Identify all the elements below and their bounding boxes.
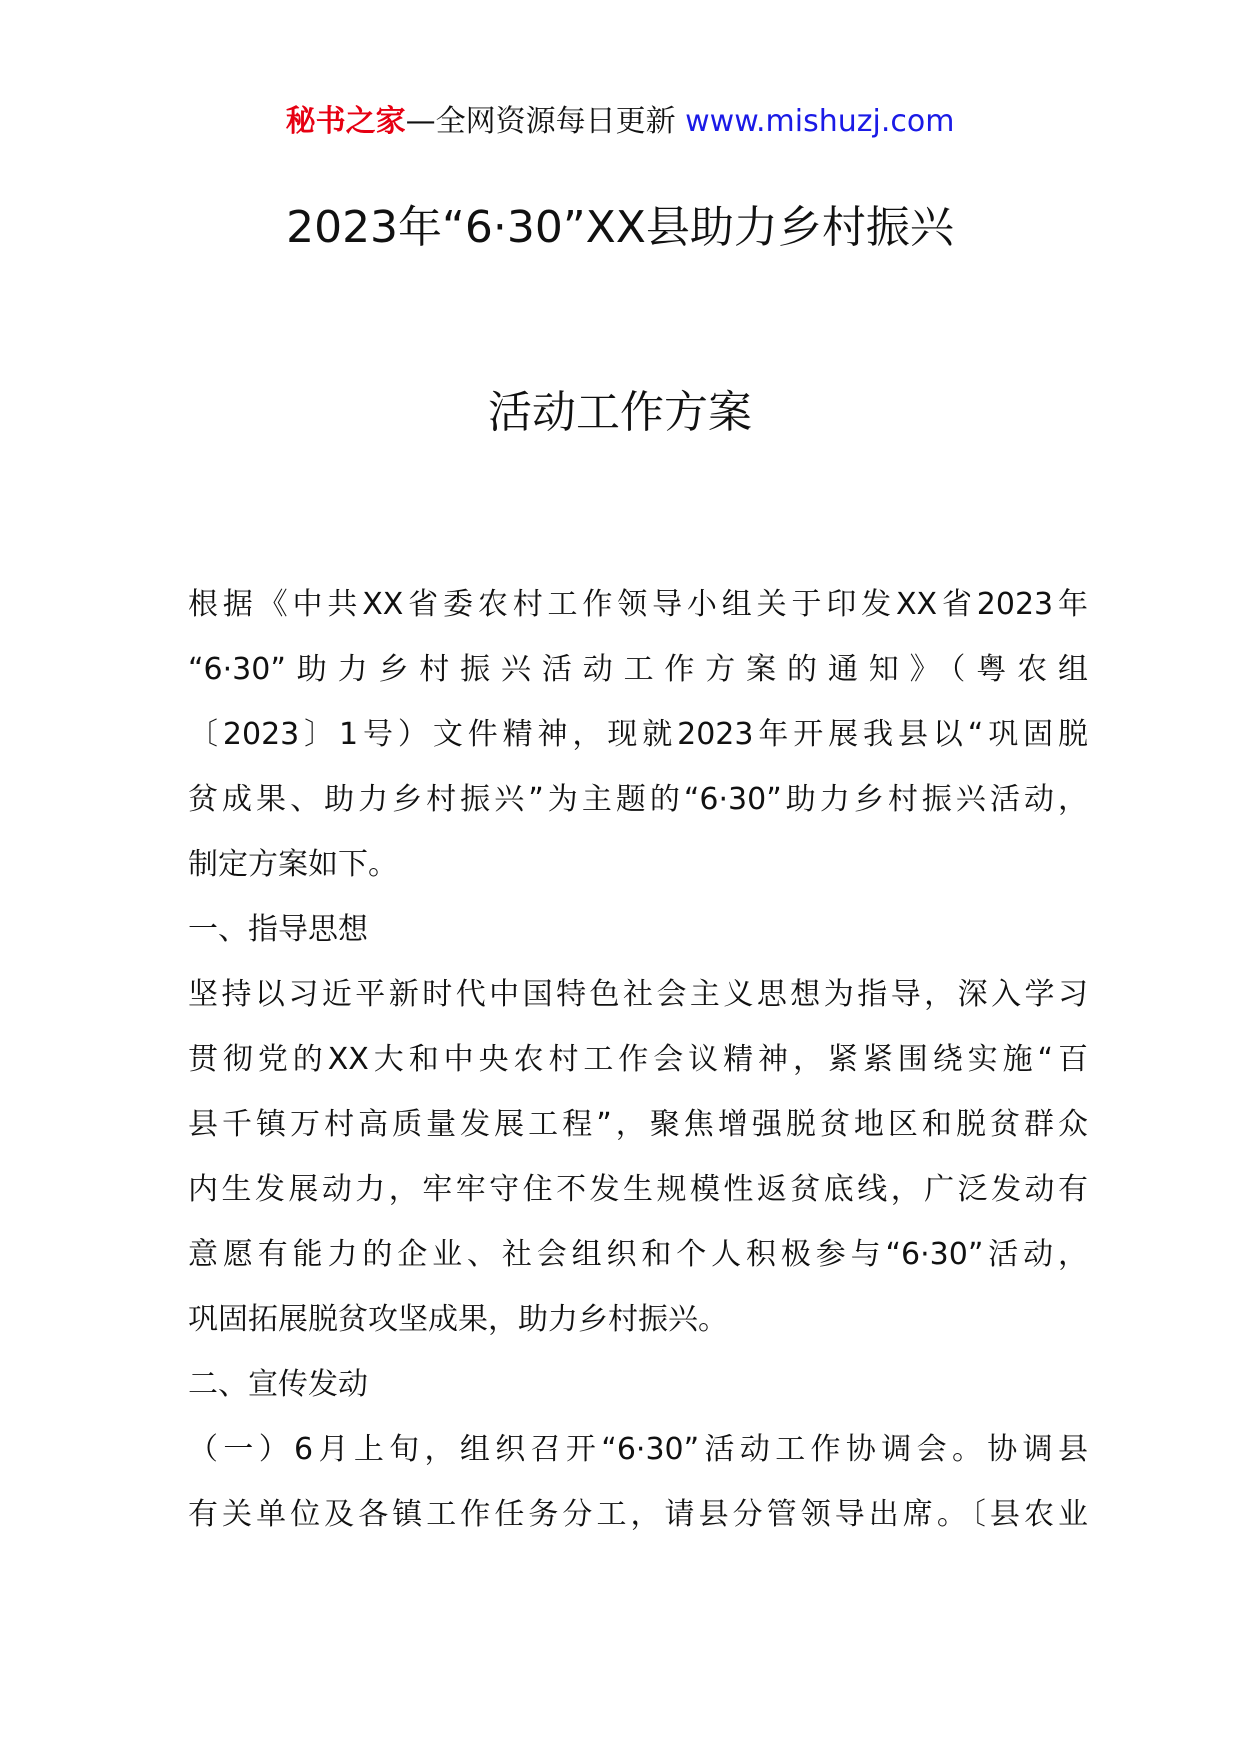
body-line-11: 意愿有能力的企业、社会组织和个人积极参与“6·30”活动， [188, 1237, 1088, 1272]
body-line-12: 巩固拓展脱贫攻坚成果，助力乡村振兴。 [188, 1302, 728, 1337]
section-heading-publicity: 二、宣传发动 [188, 1367, 368, 1402]
document-body [188, 572, 1088, 1547]
body-line-8: 贯彻党的XX大和中央农村工作会议精神，紧紧围绕实施“百 [188, 1042, 1088, 1077]
site-url-link[interactable]: www.mishuzj.com [685, 104, 955, 139]
body-line-10: 内生发展动力，牢牢守住不发生规模性返贫底线，广泛发动有 [188, 1172, 1088, 1207]
document-title-line-1: 2023年“6·30”XX县助力乡村振兴 [286, 202, 954, 253]
body-line-1: 根据《中共XX省委农村工作领导小组关于印发XX省2023年 [188, 587, 1088, 622]
body-line-4: 贫成果、助力乡村振兴”为主题的“6·30”助力乡村振兴活动， [188, 782, 1088, 817]
document-title-line-2: 活动工作方案 [488, 387, 752, 438]
body-line-9: 县千镇万村高质量发展工程”，聚焦增强脱贫地区和脱贫群众 [188, 1107, 1088, 1142]
body-line-15: 有关单位及各镇工作任务分工，请县分管领导出席。〔县农业 [188, 1497, 1088, 1532]
header-slogan: —全网资源每日更新 [405, 104, 676, 139]
section-heading-guiding-thought: 一、指导思想 [188, 912, 368, 947]
body-line-2: “6·30”助力乡村振兴活动工作方案的通知》（粤农组 [188, 652, 1088, 687]
brand-name: 秘书之家 [285, 104, 406, 139]
header-banner [0, 100, 1240, 144]
body-line-14: （一）6月上旬，组织召开“6·30”活动工作协调会。协调县 [188, 1432, 1088, 1467]
body-line-3: 〔2023〕1号）文件精神，现就2023年开展我县以“巩固脱 [188, 717, 1088, 752]
body-line-7: 坚持以习近平新时代中国特色社会主义思想为指导，深入学习 [188, 977, 1088, 1012]
body-line-5: 制定方案如下。 [188, 847, 398, 882]
